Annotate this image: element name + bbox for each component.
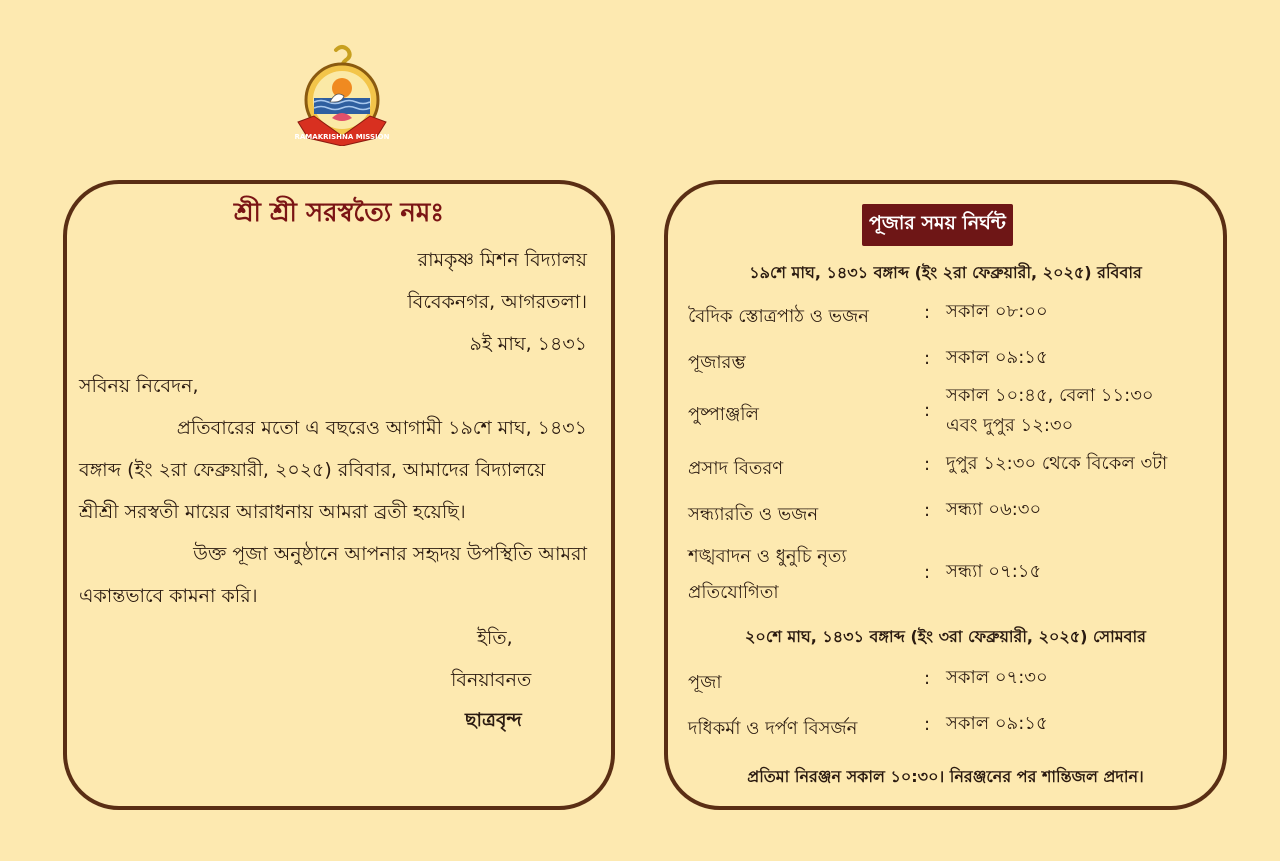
event-time: সন্ধ্যা ০৭:১৫ [946,561,1042,582]
event-colon: : [924,400,931,421]
body-line: বঙ্গাব্দ (ইং ২রা ফেব্রুয়ারী, ২০২৫) রবিবার, আমাদের বিদ্যালয়ে [79,459,546,481]
event-time: সন্ধ্যা ০৬:৩০ [946,499,1042,520]
body-line: প্রতিবারের মতো এ বছরেও আগামী ১৯শে মাঘ, ১৪৩১ [176,417,587,439]
body-line: উক্ত পূজা অনুষ্ঠানে আপনার সহৃদয় উপস্থিতি আমরা [193,543,587,565]
event-name: পূজা [688,672,722,693]
event-name: পূজারম্ভ [688,352,746,373]
day1-title: ১৯শে মাঘ, ১৪৩১ বঙ্গাব্দ (ইং ২রা ফেব্রুয়ারী, ২০২৫) রবিবার [749,263,1142,282]
greeting: সবিনয় নিবেদন, [79,375,199,397]
event-colon: : [924,454,931,475]
day2-title: ২০শে মাঘ, ১৪৩১ বঙ্গাব্দ (ইং ৩রা ফেব্রুয়ারী, ২০২৫) সোমবার [745,627,1146,646]
event-time: এবং দুপুর ১২:৩০ [946,415,1074,436]
event-name: শঙ্খবাদন ও ধুনুচি নৃত্য [688,546,847,567]
event-time: সকাল ০৮:০০ [946,301,1048,322]
event-colon: : [924,714,931,735]
school-address: বিবেকনগর, আগরতলা। [407,291,587,313]
schedule-heading: পূজার সময় নির্ঘন্ট [862,204,1013,246]
salutation-heading: শ্রী শ্রী সরস্বত্যৈ নমঃ [233,198,445,228]
ramakrishna-mission-logo [292,44,392,146]
event-name: বৈদিক স্তোত্রপাঠ ও ভজন [688,306,869,327]
event-time: সকাল ০৭:৩০ [946,667,1048,688]
svg-text:RAMAKRISHNA MISSION: RAMAKRISHNA MISSION [294,133,390,141]
event-colon: : [924,668,931,689]
event-colon: : [924,302,931,323]
closing-respectfully: বিনয়াবনত [451,669,532,691]
event-name: সন্ধ্যারতি ও ভজন [688,504,819,525]
invitation-letter-card [63,180,615,810]
event-colon: : [924,562,931,583]
event-time: দুপুর ১২:৩০ থেকে বিকেল ৩টা [946,453,1168,474]
event-colon: : [924,348,931,369]
event-name: প্রসাদ বিতরণ [688,458,784,479]
signature: ছাত্রবৃন্দ [465,709,522,731]
immersion-note: প্রতিমা নিরঞ্জন সকাল ১০:৩০। নিরঞ্জনের পর শান্তিজল প্রদান। [747,767,1144,786]
body-line: শ্রীশ্রী সরস্বতী মায়ের আরাধনায় আমরা ব্রতী হয়েছি। [79,501,466,523]
event-time: সকাল ১০:৪৫, বেলা ১১:৩০ [946,385,1154,406]
closing-word: ইতি, [477,627,513,649]
event-time: সকাল ০৯:১৫ [946,347,1048,368]
event-name: প্রতিযোগিতা [688,582,779,603]
event-name: পুষ্পাঞ্জলি [688,404,759,425]
puja-schedule-card [664,180,1227,810]
event-colon: : [924,500,931,521]
body-line: একান্তভাবে কামনা করি। [79,585,258,607]
event-name: দধিকর্মা ও দর্পণ বিসর্জন [688,718,858,739]
event-time: সকাল ০৯:১৫ [946,713,1048,734]
school-name: রামকৃষ্ণ মিশন বিদ্যালয় [417,249,587,271]
letter-date: ৯ই মাঘ, ১৪৩১ [469,333,587,355]
